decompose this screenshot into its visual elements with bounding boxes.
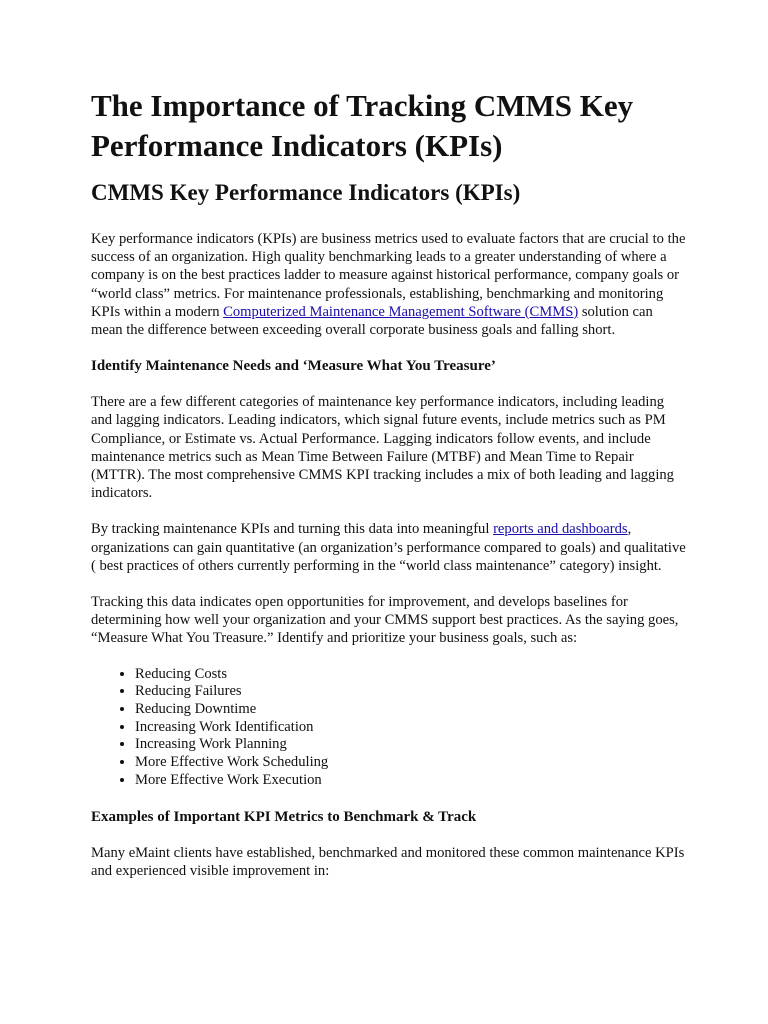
tracking-text-start: By tracking maintenance KPIs and turning this data into meaningful — [91, 521, 494, 538]
intro-paragraph — [91, 230, 687, 339]
cmms-software-link[interactable]: Computerized Maintenance Management Software (CMMS) — [223, 303, 579, 320]
indicators-paragraph: There are a few different categories of maintenance key performance indicators, including leading and lagging indicators. Leading indicators, which signal future events, include metrics such as PM Compliance, or Estimate vs. Actual Performance. Lagging indicators follow events, and include maintenance metrics such as Mean Time Between Failure (MTBF) and Mean Time to Repair (MTTR). The most comprehensive CMMS KPI tracking includes a mix of both leading and lagging indicators. — [91, 394, 674, 502]
list-item: • More Effective Work Scheduling — [135, 754, 687, 772]
clients-paragraph: Many eMaint clients have established, benchmarked and monitored these common maintenance KPIs and experienced visible improvement in: — [91, 844, 685, 879]
tracking-kpis-paragraph — [91, 520, 687, 575]
business-goals-list — [91, 666, 687, 790]
subheading-kpi-examples: Examples of Important KPI Metrics to Benchmark & Track — [91, 808, 477, 825]
list-item: • Reducing Downtime — [135, 701, 687, 719]
section-heading-kpis: CMMS Key Performance Indicators (KPIs) — [91, 180, 521, 205]
list-item: • More Effective Work Execution — [135, 772, 687, 790]
opportunities-paragraph: Tracking this data indicates open opportunities for improvement, and develops baselines for determining how well your organization and your CMMS support best practices. As the saying goes, “Measure What You Treasure.” Identify and prioritize your business goals, such as: — [91, 594, 679, 647]
list-item: • Increasing Work Identification — [135, 719, 687, 737]
intro-text-start: Key performance indicators (KPIs) are business metrics used to evaluate factors that are crucial to the success of an organization. High quality benchmarking leads to a greater understanding of where a company is on the best practices ladder to measure against historical performance, company goals or “world class” metrics. For maintenance professionals, establishing, benchmarking and monitoring KPIs within a modern — [91, 231, 686, 320]
page-title: The Importance of Tracking CMMS Key Performance Indicators (KPIs) — [91, 88, 634, 163]
intro-text-end: solution can mean the difference between exceeding overall corporate business goals and falling short. — [91, 303, 653, 339]
subheading-identify-needs: Identify Maintenance Needs and ‘Measure What You Treasure’ — [91, 358, 496, 375]
list-item: • Increasing Work Planning — [135, 736, 687, 754]
tracking-text-end: , organizations can gain quantitative (an organization’s performance compared to goals) and qualitative ( best practices of others currently performing in the “world class maintenance” category) insight. — [91, 521, 686, 574]
list-item: • Reducing Costs — [135, 666, 687, 684]
reports-dashboards-link[interactable]: reports and dashboards — [493, 521, 628, 538]
list-item: • Reducing Failures — [135, 683, 687, 701]
document-page — [91, 86, 687, 898]
